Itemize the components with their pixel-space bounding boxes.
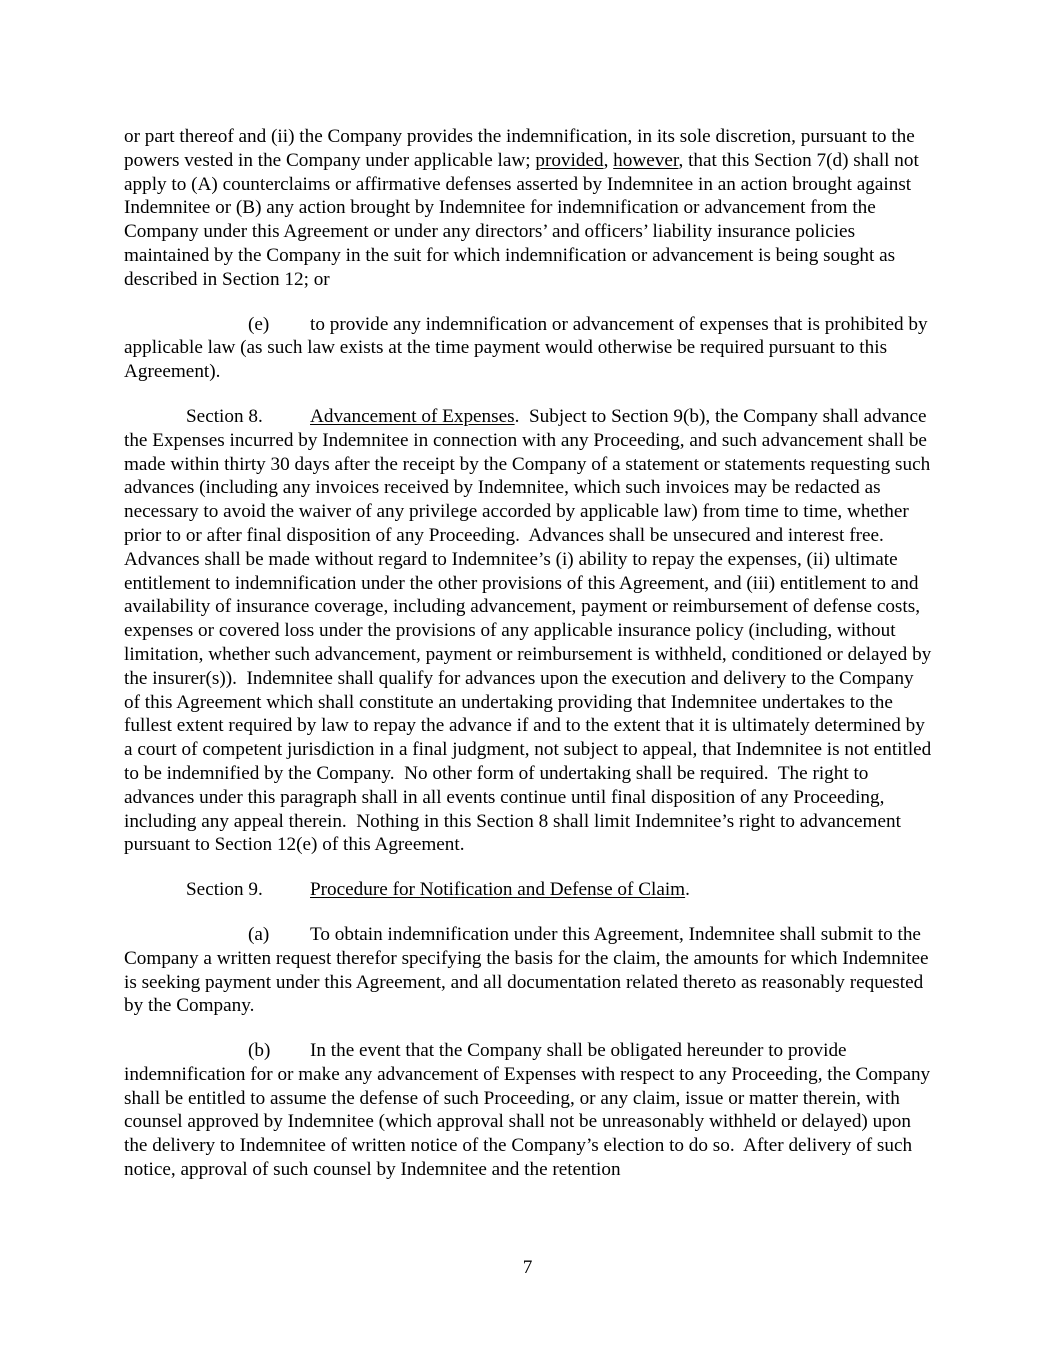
however-term: however bbox=[613, 149, 679, 171]
section-heading: Procedure for Notification and Defense of Claim bbox=[310, 879, 686, 901]
paragraph-text: Subject to Section 9(b), the Company shall advance the Expenses incurred by Indemnitee in connection with any Proceeding, and such advancement shall be made within thirty 30 days after the receipt by the Company of a statement or statements requesting such advances (including any invoices received by Indemnitee, which such invoices may be redacted as necessary to avoid the waiver of any privilege accorded by applicable law) from time to time, whether prior to or after final disposition of any Proceeding. Advances shall be unsecured and interest free. Advances shall be made without regard to Indemnitee’s (i) ability to repay the expenses, (ii) ultimate entitlement to indemnification under the other provisions of this Agreement, and (iii) entitlement to and availability of insurance coverage, including advancement, payment or reimbursement of defense costs, expenses or covered loss under the provisions of any applicable insurance policy (including, without limitation, whether such advancement, payment or reimbursement is withheld, conditioned or delayed by the insurer(s)). Indemnitee shall qualify for advances upon the execution and delivery to the Company of this Agreement which shall constitute an undertaking providing that Indemnitee undertakes to the fullest extent required by law to repay the advance if and to the extent that it is ultimately determined by a court of competent jurisdiction in a final judgment, not subject to appeal, that Indemnitee is not entitled to be indemnified by the Company. No other form of undertaking shall be required. The right to advances under this paragraph shall in all events continue until final disposition of any Proceeding, including any appeal therein. Nothing in this Section 8 shall limit Indemnitee’s right to advancement pursuant to Section 12(e) of this Agreement. bbox=[124, 405, 937, 856]
paragraph-text: or part thereof and (ii) the Company provides the indemnification, in its sole discretion, pursuant to the powers vested in the Company under applicable law; bbox=[124, 126, 915, 171]
heading-period: . bbox=[514, 405, 520, 427]
paragraph-7d-continuation bbox=[124, 125, 932, 292]
paragraph-text: In the event that the Company shall be obligated hereunder to provide indemnification for or make any advancement of Expenses with respect to any Proceeding, the Company shall be entitled to assume the defense of such Proceeding, or any claim, issue or matter therein, with counsel approved by Indemnitee (which approval shall not be unreasonably withheld or delayed) upon the delivery to Indemnitee of written notice of the Company’s election to do so. After delivery of such notice, approval of such counsel by Indemnitee and the retention bbox=[124, 1040, 935, 1181]
separator: , bbox=[603, 149, 614, 171]
clause-label: (e) bbox=[248, 313, 270, 335]
paragraph-text: To obtain indemnification under this Agreement, Indemnitee shall submit to the Company a written request therefor specifying the basis for the claim, the amounts for which Indemnitee is seeking payment under this Agreement, and all documentation related thereto as reasonably requested by the Company. bbox=[124, 923, 929, 1017]
section-label: Section 9. bbox=[186, 879, 263, 901]
paragraph-7e bbox=[124, 313, 932, 384]
clause-label: (a) bbox=[248, 923, 270, 945]
section-9-heading bbox=[124, 878, 932, 902]
provided-term: provided bbox=[535, 149, 604, 171]
section-heading: Advancement of Expenses bbox=[310, 405, 515, 427]
clause-label: (b) bbox=[248, 1040, 271, 1062]
paragraph-text: to provide any indemnification or advancement of expenses that is prohibited by applicable law (as such law exists at the time payment would otherwise be required pursuant to this Agreement). bbox=[124, 313, 928, 383]
page-number: 7 bbox=[522, 1257, 533, 1278]
section-8 bbox=[124, 405, 937, 857]
document-page bbox=[124, 125, 937, 1203]
paragraph-9b bbox=[124, 1039, 935, 1182]
heading-period: . bbox=[685, 879, 690, 901]
paragraph-9a bbox=[124, 923, 932, 1018]
paragraph-text: , that this Section 7(d) shall not apply to (A) counterclaims or affirmative defenses asserted by Indemnitee in an action brought against Indemnitee or (B) any action brought by Indemnitee for indemnification or advancement from the Company under this Agreement or under any directors’ and officers’ liability insurance policies maintained by the Company in the suit for which indemnification or advancement is being sought as described in Section 12; or bbox=[124, 149, 919, 290]
section-label: Section 8. bbox=[186, 405, 263, 427]
